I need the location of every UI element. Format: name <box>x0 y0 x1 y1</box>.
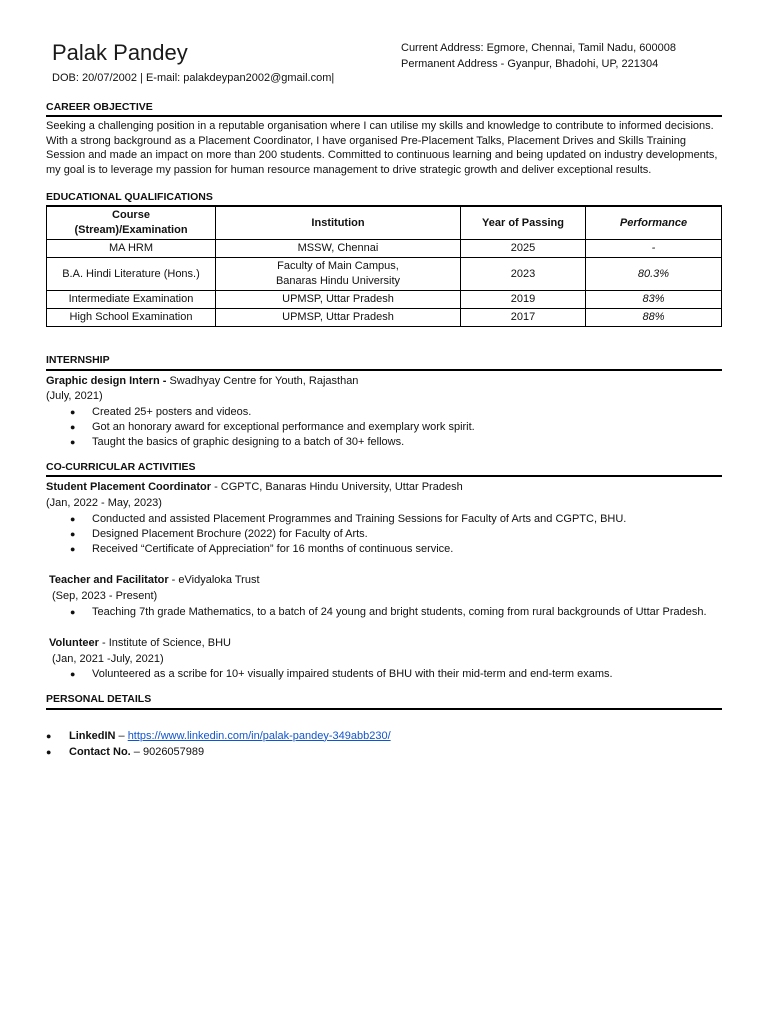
linkedin-label: LinkedIN <box>69 729 116 742</box>
header-year: Year of Passing <box>461 206 586 240</box>
entry-org: - CGPTC, Banaras Hindu University, Uttar Pradesh <box>211 481 463 494</box>
current-address: Current Address: Egmore, Chennai, Tamil Nadu, 600008 <box>401 42 676 54</box>
internship-entry <box>46 374 722 451</box>
year-cell: 2023 <box>461 258 586 291</box>
career-objective-section <box>46 100 722 177</box>
internship-role: Graphic design Intern - <box>46 374 170 387</box>
course-cell: B.A. Hindi Literature (Hons.) <box>47 258 216 291</box>
education-section <box>46 190 722 327</box>
performance-cell: 80.3% <box>586 258 722 291</box>
contact-value: – 9026057989 <box>130 745 205 758</box>
dob-email-line: DOB: 20/07/2002 | E-mail: palakdeypan2002@gmail.com| <box>52 72 335 84</box>
section-title-personal: PERSONAL DETAILS <box>46 692 722 709</box>
performance-cell: 83% <box>586 291 722 309</box>
entry-bullets <box>46 667 722 682</box>
list-item: ● Volunteered as a scribe for 10+ visually impaired students of BHU with their mid-term and end-term exams. <box>46 667 722 682</box>
entry-bullets <box>46 605 722 620</box>
education-table <box>46 205 722 327</box>
entry-date: (Jan, 2022 - May, 2023) <box>46 497 162 510</box>
year-cell: 2017 <box>461 309 586 327</box>
course-cell: MA HRM <box>47 240 216 258</box>
table-row <box>47 291 722 309</box>
personal-details-section <box>46 692 722 759</box>
personal-details-list <box>46 728 722 760</box>
year-cell: 2025 <box>461 240 586 258</box>
list-item: ● Taught the basics of graphic designing to a batch of 30+ fellows. <box>46 435 722 450</box>
resume-page <box>46 38 722 760</box>
entry-bullets <box>46 512 722 557</box>
internship-bullets <box>46 405 722 450</box>
institution-cell: UPMSP, Uttar Pradesh <box>216 291 461 309</box>
entry-date: (Jan, 2021 -July, 2021) <box>52 652 164 665</box>
header-course: Course (Stream)/Examination <box>47 206 216 240</box>
section-title-education: EDUCATIONAL QUALIFICATIONS <box>46 191 213 204</box>
contact-label: Contact No. <box>69 745 131 758</box>
section-title-internship: INTERNSHIP <box>46 353 722 370</box>
entry-role: Teacher and Facilitator <box>49 574 169 587</box>
header-performance: Performance <box>586 206 722 240</box>
internship-org: Swadhyay Centre for Youth, Rajasthan <box>169 374 359 387</box>
table-row <box>47 258 722 291</box>
cocurricular-entry <box>46 480 722 557</box>
entry-role: Volunteer <box>49 636 99 649</box>
list-item: ● Created 25+ posters and videos. <box>46 405 722 420</box>
linkedin-link[interactable]: https://www.linkedin.com/in/palak-pandey-349abb230/ <box>127 729 391 742</box>
list-item: ● Teaching 7th grade Mathematics, to a batch of 24 young and bright students, coming from rural backgrounds of Uttar Pradesh. <box>46 605 722 620</box>
address-block <box>401 40 676 72</box>
list-item: ● Received “Certificate of Appreciation” for 16 months of continuous service. <box>46 542 722 557</box>
entry-date: (Sep, 2023 - Present) <box>52 589 158 602</box>
candidate-name: Palak Pandey <box>52 40 188 65</box>
cocurricular-entry <box>49 573 722 620</box>
resume-header <box>46 38 722 90</box>
section-title-cocurricular: CO-CURRICULAR ACTIVITIES <box>46 460 722 477</box>
entry-role: Student Placement Coordinator <box>46 481 212 494</box>
course-cell: High School Examination <box>47 309 216 327</box>
header-institution: Institution <box>216 206 461 240</box>
permanent-address: Permanent Address - Gyanpur, Bhadohi, UP, 221304 <box>401 58 659 70</box>
cocurricular-entry <box>49 636 722 683</box>
list-item: ● Got an honorary award for exceptional performance and exemplary work spirit. <box>46 420 722 435</box>
institution-cell: MSSW, Chennai <box>216 240 461 258</box>
linkedin-separator: – <box>115 729 128 742</box>
cocurricular-section <box>46 460 722 682</box>
year-cell: 2019 <box>461 291 586 309</box>
education-table-header <box>47 206 722 240</box>
table-row <box>47 240 722 258</box>
list-item: ● Conducted and assisted Placement Programmes and Training Sessions for Faculty of Arts and CGPTC, BHU. <box>46 512 722 527</box>
internship-date: (July, 2021) <box>46 390 103 403</box>
list-item <box>46 728 722 744</box>
section-title-career: CAREER OBJECTIVE <box>46 100 722 117</box>
list-item: ● Designed Placement Brochure (2022) for Faculty of Arts. <box>46 527 722 542</box>
performance-cell: 88% <box>586 309 722 327</box>
institution-cell: UPMSP, Uttar Pradesh <box>216 309 461 327</box>
course-cell: Intermediate Examination <box>47 291 216 309</box>
table-row <box>47 309 722 327</box>
entry-org: - eVidyaloka Trust <box>168 574 260 587</box>
internship-section <box>46 353 722 450</box>
entry-org: - Institute of Science, BHU <box>98 636 231 649</box>
institution-cell: Faculty of Main Campus, Banaras Hindu University <box>216 258 461 291</box>
performance-cell: - <box>586 240 722 258</box>
career-objective-text: Seeking a challenging position in a reputable organisation where I can utilise my skills and knowledge to contribute to informed decisions. With a strong background as a Placement Coordinator, I have organised Pre-Placement Talks, Placement Drives and Skills Training Session and made an impact on more than 200 students. Committed to continuous learning and being updated on industry developments, my goal is to leverage my passion for human resource management to drive strategic growth and deliver exceptional results. <box>46 120 718 176</box>
list-item <box>46 744 722 760</box>
